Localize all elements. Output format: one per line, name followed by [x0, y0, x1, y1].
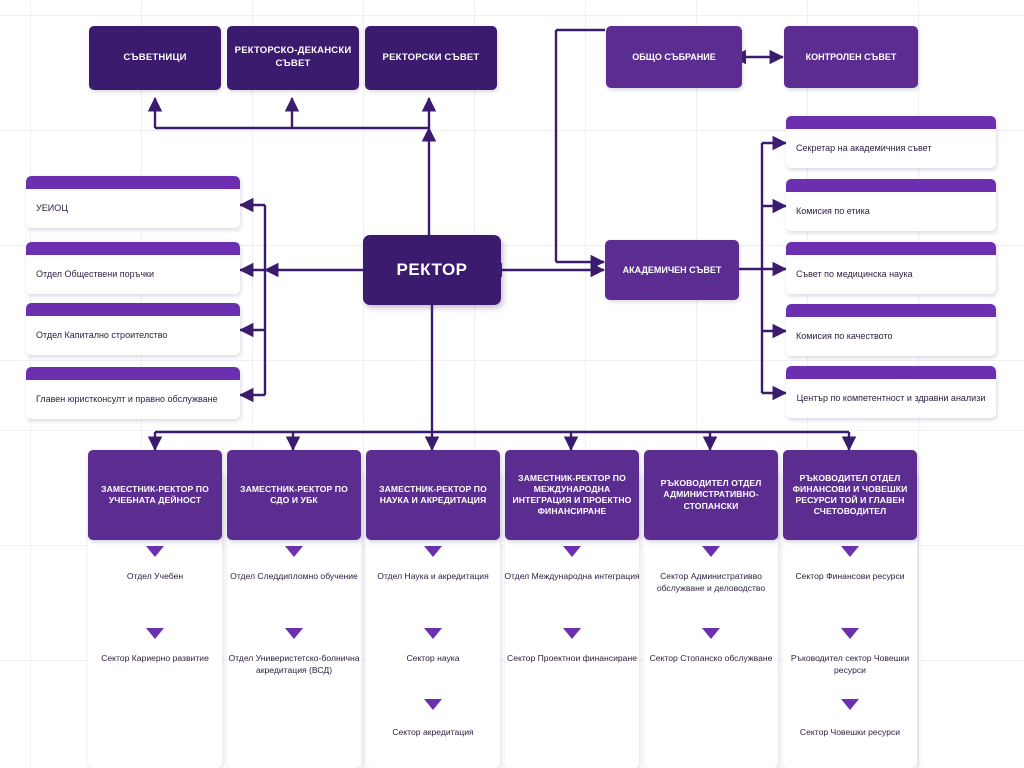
sub-item[interactable]: Сектор акредитация [392, 727, 474, 737]
card-strip [786, 179, 996, 192]
node-akademichen-savet[interactable] [605, 240, 739, 300]
column-header-vice-rector-international[interactable] [505, 450, 639, 540]
sub-item[interactable]: Сектор Проектнои финансиране [507, 653, 637, 663]
node-label: СЪВЕТНИЦИ [123, 51, 187, 63]
sub-item[interactable]: Сектор Кариерно развитие [101, 653, 209, 663]
card-label: Съвет по медицинска наука [796, 269, 913, 280]
column-header-vice-rector-education[interactable] [88, 450, 222, 540]
chevron-down-icon [841, 546, 859, 557]
column-header-label: ЗАМЕСТНИК-РЕКТОР ПО СДО И УБК [240, 483, 348, 505]
column-header-label: ЗАМЕСТНИК-РЕКТОР ПО МЕЖДУНАРОДНА ИНТЕГРАЦИЯ И ПРОЕКТНО ФИНАНСИРАНЕ [512, 472, 632, 517]
card-sekretar-akademichen-savet[interactable] [786, 116, 996, 168]
node-label: АКАДЕМИЧЕН СЪВЕТ [622, 264, 722, 275]
node-savetnici[interactable] [89, 26, 221, 90]
card-strip [786, 116, 996, 129]
chevron-down-icon [563, 546, 581, 557]
chevron-down-icon [841, 628, 859, 639]
node-rektorsko-dekanski-savet[interactable] [227, 26, 359, 90]
column-header-vice-rector-science[interactable] [366, 450, 500, 540]
sub-item[interactable]: Сектор Човешки ресурси [799, 727, 901, 737]
card-label: Главен юристконсулт и правно обслужване [36, 394, 218, 405]
card-strip [786, 366, 996, 379]
node-label: РЕКТОРСКО-ДЕКАНСКИ СЪВЕТ [234, 45, 352, 69]
node-label: РЕКТОР [396, 260, 468, 279]
card-ueioc[interactable] [26, 176, 240, 228]
node-rektor[interactable] [363, 235, 501, 305]
node-obshto-sabranie[interactable] [606, 26, 742, 88]
card-strip [26, 242, 240, 255]
chevron-down-icon [702, 546, 720, 557]
node-label: РЕКТОРСКИ СЪВЕТ [382, 51, 480, 63]
card-label: Комисия по етика [796, 206, 870, 217]
chevron-down-icon [841, 699, 859, 710]
column-header-label: ЗАМЕСТНИК-РЕКТОР ПО УЧЕБНАТА ДЕЙНОСТ [101, 483, 209, 505]
column-header-vice-rector-sdo-ubk[interactable] [227, 450, 361, 540]
column-header-label: РЪКОВОДИТЕЛ ОТДЕЛ АДМИНИСТРАТИВНО-СТОПАНСКИ [660, 478, 762, 511]
node-kontrolen-savet[interactable] [784, 26, 918, 88]
card-label: Комисия по качеството [796, 331, 893, 342]
node-label: ОБЩО СЪБРАНИЕ [632, 51, 716, 62]
node-rektorski-savet[interactable] [365, 26, 497, 90]
sub-item[interactable]: Сектор Финансови ресурси [795, 571, 905, 581]
chevron-down-icon [285, 546, 303, 557]
card-label: Отдел Капитално строителство [36, 330, 168, 341]
grid-line [0, 360, 1024, 361]
chevron-down-icon [146, 546, 164, 557]
chevron-down-icon [424, 699, 442, 710]
card-otdel-obshtestveni-porachki[interactable] [26, 242, 240, 294]
card-glaven-yuristkonsult[interactable] [26, 367, 240, 419]
chevron-down-icon [424, 628, 442, 639]
card-strip [786, 242, 996, 255]
grid-line [0, 430, 1024, 431]
chevron-down-icon [146, 628, 164, 639]
column-header-head-admin-department[interactable] [644, 450, 778, 540]
card-label: Център по компетентност и здравни анализи [796, 393, 986, 404]
sub-item[interactable]: Отдел Международна интеграция [504, 571, 640, 581]
chevron-down-icon [563, 628, 581, 639]
sub-item[interactable]: Сектор наука [406, 653, 460, 663]
chevron-down-icon [702, 628, 720, 639]
sub-item[interactable]: Отдел Наука и акредитация [377, 571, 489, 581]
column-header-label: ЗАМЕСТНИК-РЕКТОР ПО НАУКА И АКРЕДИТАЦИЯ [379, 483, 487, 505]
grid-line [0, 15, 1024, 16]
chevron-down-icon [424, 546, 442, 557]
chevron-down-icon [285, 628, 303, 639]
card-savet-po-meditsinska-nauka[interactable] [786, 242, 996, 294]
card-komisiya-po-etika[interactable] [786, 179, 996, 231]
card-strip [786, 304, 996, 317]
card-label: УЕИОЦ [36, 203, 68, 214]
card-strip [26, 303, 240, 316]
card-label: Отдел Обществени поръчки [36, 269, 154, 280]
card-strip [26, 176, 240, 189]
card-otdel-kapitalno-stroitelstvo[interactable] [26, 303, 240, 355]
sub-item[interactable]: Отдел Универистетско-болнична акредитация (ВСД) [228, 653, 360, 675]
sub-item[interactable]: Отдел Учебен [126, 571, 184, 581]
card-strip [26, 367, 240, 380]
node-label: КОНТРОЛЕН СЪВЕТ [805, 51, 897, 62]
column-header-label: РЪКОВОДИТЕЛ ОТДЕЛ ФИНАНСОВИ И ЧОВЕШКИ РЕСУРСИ ТОЙ И ГЛАВЕН СЧЕТОВОДИТЕЛ [792, 472, 908, 517]
sub-item[interactable]: Ръководител сектор Човешки ресурси [790, 653, 910, 675]
column-header-head-finance-hr[interactable] [783, 450, 917, 540]
sub-item[interactable]: Отдел Следдипломно обучение [230, 571, 358, 581]
card-komisiya-po-kachestvoto[interactable] [786, 304, 996, 356]
card-label: Секретар на академичния съвет [796, 143, 932, 154]
sub-item[interactable]: Сектор Административво обслужване и деловодство [656, 571, 766, 593]
card-tsentar-po-kompetentnost[interactable] [786, 366, 996, 418]
sub-item[interactable]: Сектор Стопанско обслужване [649, 653, 773, 663]
